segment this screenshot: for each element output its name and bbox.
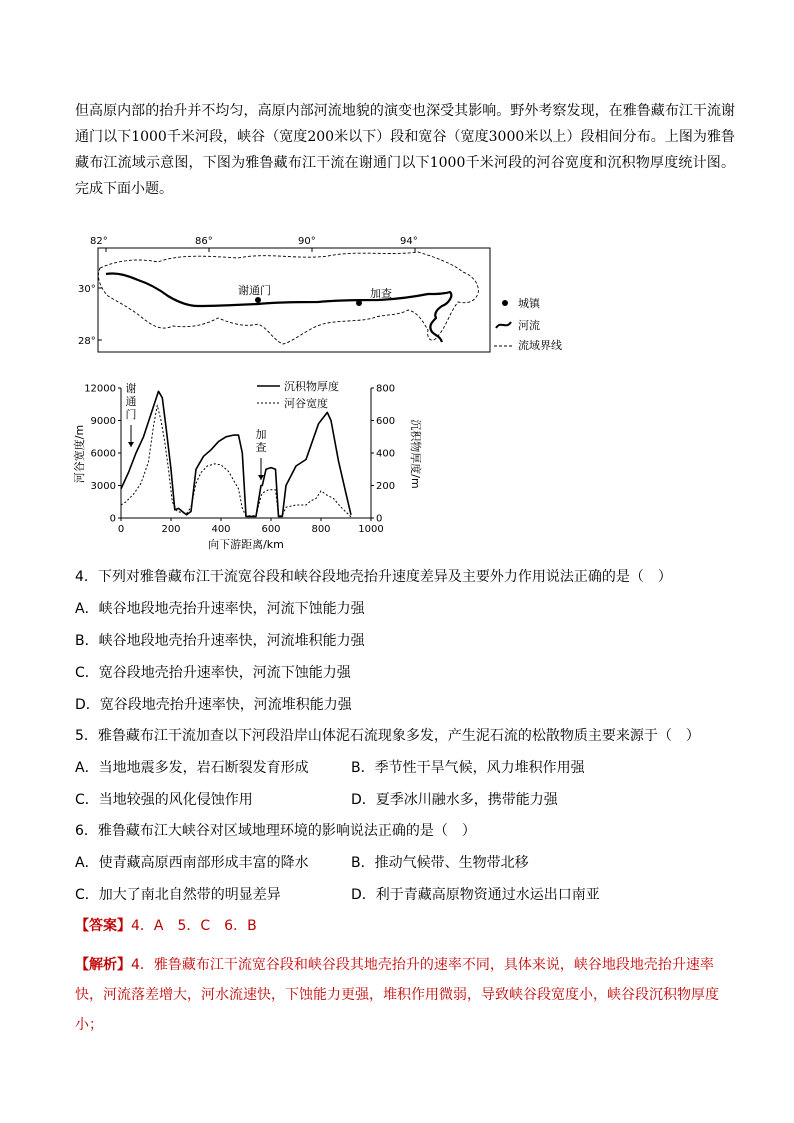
annotation-xietongmen: 门	[125, 408, 137, 421]
question-5-options-row-2	[75, 784, 735, 816]
y-right-tick-label: 400	[376, 448, 396, 460]
lon-label-86: 86°	[195, 236, 213, 247]
question-4-stem: 4．下列对雅鲁藏布江干流宽谷段和峡谷段地壳抬升速度差异及主要外力作用说法正确的是（ ）	[75, 569, 672, 585]
analysis-block	[75, 950, 735, 1040]
question-5-stem: 5．雅鲁藏布江干流加查以下河段沿岸山体泥石流现象多发，产生泥石流的松散物质主要来源于（ ）	[75, 728, 700, 744]
question-4-option-c[interactable]: C．宽谷段地壳抬升速率快，河流下蚀能力强	[75, 665, 351, 681]
town-marker-xietongmen	[255, 297, 261, 303]
x-tick-label: 1000	[358, 524, 384, 535]
question-6-options-row-2	[75, 879, 735, 911]
place-label-xietongmen: 谢通门	[238, 284, 271, 297]
question-6-option-d[interactable]: D．利于青藏高原物资通过水运出口南亚	[351, 887, 600, 903]
answer-line	[75, 910, 735, 942]
x-axis-label: 向下游距离/km	[208, 538, 284, 551]
y-right-tick-label: 0	[376, 513, 383, 525]
question-5-option-c[interactable]: C．当地较强的风化侵蚀作用	[75, 792, 253, 808]
series-lines	[121, 391, 351, 517]
question-5-options-row-1	[75, 752, 735, 784]
legend-sediment-label: 沉积物厚度	[284, 380, 339, 393]
y-axis-left-label: 河谷宽度/m	[73, 424, 86, 484]
analysis-label: 【解析】	[75, 957, 131, 973]
annotation-xietongmen: 通	[125, 395, 137, 408]
y-left-tick-label: 3000	[90, 481, 116, 492]
question-5	[75, 720, 735, 816]
question-6	[75, 815, 735, 911]
x-ticks	[118, 518, 384, 535]
x-tick-label: 600	[261, 524, 281, 535]
town-marker-jiacha	[356, 300, 362, 306]
lat-label-28: 28°	[78, 336, 96, 347]
y-right-ticks	[371, 384, 395, 525]
question-6-option-b[interactable]: B．推动气候带、生物带北移	[351, 855, 529, 871]
main-river	[106, 273, 451, 342]
question-5-option-d[interactable]: D．夏季冰川融水多，携带能力强	[351, 792, 558, 808]
place-label-jiacha: 加查	[370, 287, 392, 300]
annotations	[126, 381, 267, 480]
lon-labels	[90, 236, 418, 247]
y-left-tick-label: 9000	[90, 416, 116, 427]
y-right-tick-label: 200	[376, 481, 396, 492]
valley-chart	[70, 372, 430, 552]
map-legend	[494, 296, 562, 352]
x-tick-label: 200	[161, 524, 181, 535]
question-4-option-b[interactable]: B．峡谷地段地壳抬升速率快，河流堆积能力强	[75, 633, 365, 649]
legend-town-label: 城镇	[518, 297, 540, 310]
y-right-tick-label: 600	[376, 416, 396, 427]
question-4-option-a[interactable]: A．峡谷地段地壳抬升速率快，河流下蚀能力强	[75, 601, 365, 617]
question-4	[75, 561, 735, 721]
series-line-valley-width	[121, 405, 351, 517]
answer-value: 4．A 5．C 6．B	[131, 918, 257, 934]
legend-river-icon	[496, 322, 511, 328]
y-left-ticks	[84, 384, 121, 525]
question-5-option-a[interactable]: A．当地地震多发，岩石断裂发育形成	[75, 760, 309, 776]
y-left-tick-label: 12000	[84, 383, 116, 395]
question-6-stem: 6．雅鲁藏布江大峡谷对区域地理环境的影响说法正确的是（ ）	[75, 823, 476, 839]
intro-text: 但高原内部的抬升并不均匀，高原内部河流地貌的演变也深受其影响。野外考察发现，在雅鲁藏布江干流谢通门以下1000千米河段，峡谷（宽度200米以下）段和宽谷（宽度3000米以上）段相间分布。上图为雅鲁藏布江流域示意图，下图为雅鲁藏布江干流在谢通门以下1000千米河段的河谷宽度和沉积物厚度统计图。完成下面小题。	[75, 103, 735, 197]
intro-paragraph	[75, 98, 735, 202]
annotation-jiacha: 查	[255, 441, 267, 454]
answer-label: 【答案】	[75, 918, 131, 934]
map-frame	[98, 248, 490, 352]
question-4-option-d[interactable]: D．宽谷段地壳抬升速率快，河流堆积能力强	[75, 697, 352, 713]
x-tick-label: 800	[311, 524, 331, 535]
chart-legend	[257, 379, 339, 410]
analysis-text: 4．雅鲁藏布江干流宽谷段和峡谷段其地壳抬升的速率不同，具体来说，峡谷地段地壳抬升速率快，河流落差增大，河水流速快，下蚀能力更强，堆积作用微弱，导致峡谷段宽度小，峡谷段沉积物厚度小；	[75, 957, 719, 1033]
y-left-tick-label: 0	[109, 513, 116, 525]
lon-label-82: 82°	[90, 236, 108, 247]
annotation-xietongmen: 谢	[125, 382, 137, 395]
annotation-jiacha: 加	[255, 428, 267, 441]
legend-river-label: 河流	[518, 319, 540, 332]
lat-label-30: 30°	[78, 284, 96, 295]
y-left-tick-label: 6000	[90, 448, 116, 460]
legend-town-icon	[502, 300, 508, 306]
x-tick-label: 0	[117, 524, 125, 535]
question-6-options-row-1	[75, 847, 735, 879]
basin-boundary	[98, 252, 478, 344]
annotation-arrowhead	[128, 442, 134, 447]
lon-label-94: 94°	[400, 236, 418, 247]
y-right-tick-label: 800	[376, 383, 396, 395]
x-tick-label: 400	[211, 524, 231, 535]
lon-label-90: 90°	[298, 236, 316, 247]
basin-map	[78, 232, 598, 357]
y-axis-right-label: 沉积物厚度/m	[409, 419, 422, 489]
legend-boundary-label: 流域界线	[518, 339, 562, 352]
question-6-option-c[interactable]: C．加大了南北自然带的明显差异	[75, 887, 281, 903]
question-5-option-b[interactable]: B．季节性干旱气候，风力堆积作用强	[351, 760, 585, 776]
question-6-option-a[interactable]: A．使青藏高原西南部形成丰富的降水	[75, 855, 309, 871]
legend-width-label: 河谷宽度	[284, 397, 328, 410]
lat-labels	[78, 284, 96, 347]
